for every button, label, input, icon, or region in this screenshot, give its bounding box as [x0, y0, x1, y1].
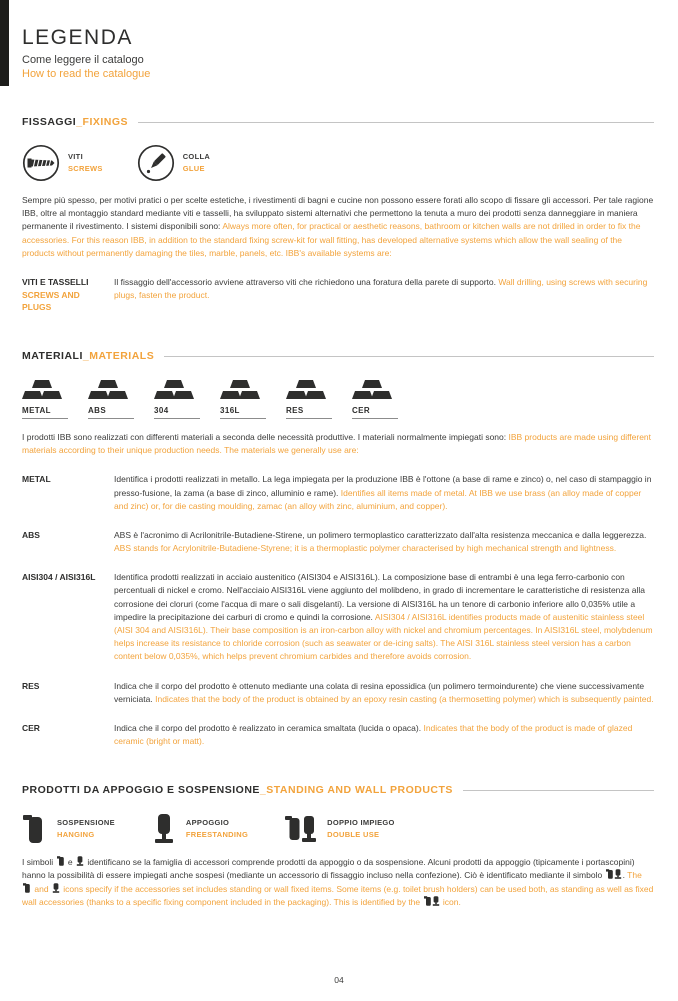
materials-intro-paragraph	[22, 431, 654, 457]
freestanding-label-italian: APPOGGIO	[185, 818, 230, 828]
material-definition-abs	[114, 529, 654, 555]
ingots-icon	[154, 378, 200, 402]
freestanding-icon-inline	[76, 856, 84, 866]
material-definition-res	[114, 680, 654, 706]
material-definition-row-metal	[22, 473, 654, 513]
glue-label-english: GLUE	[182, 164, 205, 173]
material-definition-row-res	[22, 680, 654, 706]
fixings-definition-english: Wall drilling, using screws with securing plugs, fasten the product.	[114, 276, 648, 301]
fixings-intro-english: Always more often, for practical or aesthetic reasons, bathroom or kitchen walls are not drilled in order to fix the accessories. For this reason IBB, in addition to the standard fixing screw-kit for wall fitting, has developed alternative systems which allow the wall sealing of the products without permanently damaging the tiles, marble, panels, etc. IBB's available systems are:	[22, 221, 641, 258]
hanging-labels	[57, 817, 115, 841]
metal-definition-english: Identifies all items made of metal. At IBB we use brass (an alloy made of copper and zinc) or, for die casting moulding, zamac (an alloy with zinc, aluminium, and copper).	[114, 487, 642, 511]
materials-intro-english: IBB products are made using different materials according to their unique production needs. The materials we generally use are:	[22, 432, 652, 456]
standing-heading-italian: PRODOTTI DA APPOGGIO E SOSPENSIONE	[22, 784, 260, 797]
corner-accent-bar	[0, 0, 9, 86]
fixings-intro-italian: Sempre più spesso, per motivi pratici o per scelte estetiche, i rivestimenti di bagni e cucine non possono essere forati allo scopo di fissare gli accessori. Per tale ragione IBB, oltre al montaggio standard mediante viti e tasselli, ha sviluppato sistemi alternativi che permettono la tenuta a muro dei prodotti senza danneggiare in maniera permanente il rivestimento. I sistemi disponibili sono:	[22, 195, 654, 232]
section-heading-fixings	[22, 116, 654, 128]
material-metal-label: METAL	[22, 406, 68, 419]
freestanding-icon	[151, 814, 177, 844]
double-use-label-italian: DOPPIO IMPIEGO	[327, 818, 395, 828]
standing-text-it-1: I simboli	[22, 857, 56, 868]
materials-icon-row	[22, 378, 654, 419]
cer-definition-italian: Indica che il corpo del prodotto è realizzato in ceramica smaltata (lucida o opaca).	[114, 722, 424, 733]
material-cer	[352, 378, 398, 419]
ingots-icon	[22, 378, 68, 402]
fixings-heading-english: _FIXINGS	[76, 116, 129, 128]
material-term-cer: CER	[22, 722, 40, 733]
double-use-icon	[284, 814, 318, 844]
standing-paragraph	[22, 856, 654, 909]
screw-icon	[22, 144, 60, 182]
materials-heading-italian: MATERIALI	[22, 350, 83, 363]
material-term-metal: METAL	[22, 474, 51, 485]
material-term-res: RES	[22, 680, 40, 691]
materials-intro-italian: I prodotti IBB sono realizzati con differenti materiali a seconda delle necessità produttive. I materiali normalmente impiegati sono:	[22, 432, 509, 443]
material-abs-label: ABS	[88, 406, 134, 419]
screws-label-italian: VITI	[68, 152, 83, 161]
double-use-label-english: DOUBLE USE	[327, 830, 380, 840]
glue-icon	[137, 144, 175, 182]
aisi-definition-english: AISI304 / AISI316L identifies products made of austenitic stainless steel (AISI 304 and AISI316L). Their base composition is an iron-carbon alloy with nickel and chromium percentages. In AISI316L steel, molybdenum helps increase its resistance to chloride corrosion (such as seawater or de-icing salts). The AISI 316L stainless steel version has a carbon content below 0,035%, which helps prevent chromium carbides and therefore avoids corrosion.	[114, 611, 653, 662]
screws-label-english: SCREWS	[68, 164, 103, 173]
material-metal	[22, 378, 68, 419]
res-definition-english: Indicates that the body of the product is obtained by an epoxy resin casting (a thermosetting polymer) which is subsequently painted.	[155, 693, 654, 704]
material-res-label: RES	[286, 406, 332, 419]
material-res	[286, 378, 332, 419]
section-heading-materials	[22, 350, 654, 362]
heading-rule	[463, 790, 654, 791]
page-footer	[0, 961, 678, 1001]
fixings-term	[22, 276, 114, 314]
res-definition-italian: Indica che il corpo del prodotto è ottenuto mediante una colata di resina epossidica (un polimero termoindurente) che viene successivamente verniciata.	[114, 680, 645, 704]
abs-definition-english: ABS stands for Acrylonitrile-Butadiene-Styrene; it is a thermoplastic polymer characterised by high mechanical strength and lightness.	[114, 543, 617, 554]
fixings-term-english: SCREWS AND PLUGS	[22, 289, 80, 313]
material-definition-cer	[114, 722, 654, 748]
material-cer-label: CER	[352, 406, 398, 419]
material-abs	[88, 378, 134, 419]
freestanding-icon-inline	[52, 883, 60, 893]
standing-icon-row	[22, 814, 654, 844]
material-304	[154, 378, 200, 419]
double-use-icon-inline	[606, 869, 622, 879]
fixings-definition-row	[22, 276, 654, 314]
fixings-icon-glue	[137, 144, 210, 182]
ingots-icon	[286, 378, 332, 402]
fixings-term-italian: VITI E TASSELLI	[22, 276, 89, 287]
hanging-label-english: HANGING	[57, 830, 95, 840]
page-number: 04	[334, 975, 344, 985]
ingots-icon	[220, 378, 266, 402]
glue-label-italian: COLLA	[182, 152, 211, 161]
hanging-icon	[22, 814, 48, 844]
material-term-aisi: AISI304 / AISI316L	[22, 572, 96, 583]
material-term-abs: ABS	[22, 529, 40, 540]
hanging-icon-inline	[57, 856, 65, 866]
material-definition-metal	[114, 473, 654, 513]
fixings-icon-row	[22, 144, 654, 182]
materials-heading-english: _MATERIALS	[82, 350, 155, 363]
heading-rule	[138, 122, 654, 123]
cer-definition-english: Indicates that the body of the product is made of glazed ceramic (bright or matt).	[114, 722, 633, 747]
hanging-icon-inline	[23, 883, 31, 893]
hanging-label-italian: SOSPENSIONE	[57, 818, 115, 828]
material-316l	[220, 378, 266, 419]
material-definition-row-cer	[22, 722, 654, 748]
standing-text-en-2: and	[32, 883, 51, 894]
standing-text-en-4: icon.	[440, 896, 461, 907]
fixings-definition	[114, 276, 654, 314]
standing-heading-english: _STANDING AND WALL PRODUCTS	[259, 784, 453, 797]
standing-text-it-4: .	[622, 870, 628, 881]
fixings-intro-paragraph	[22, 194, 654, 260]
fixings-definition-italian: Il fissaggio dell'accessorio avviene attraverso viti che richiedono una foratura della parete di supporto.	[114, 276, 499, 287]
material-304-label: 304	[154, 406, 200, 419]
fixings-icon-screws	[22, 144, 103, 182]
hanging-item	[22, 814, 115, 844]
section-heading-standing	[22, 784, 654, 796]
material-316l-label: 316L	[220, 406, 266, 419]
double-use-item	[284, 814, 395, 844]
screws-labels	[68, 151, 103, 175]
freestanding-label-english: FREESTANDING	[185, 830, 249, 840]
page-title: LEGENDA	[22, 26, 133, 49]
double-use-labels	[327, 817, 395, 841]
aisi-definition-italian: Identifica prodotti realizzati in acciaio austenitico (AISI304 e AISI316L). La composizione base di entrambi è una lega ferro-carbonio con percentuali di nickel e cromo. Nell'acciaio AISI316L viene aggiunto del molibdeno, in grado di incrementare le caratteristiche di resistenza alla corrosione dei cloruri (come l'acqua di mare o sali disgelanti). La versione di AISI316L ha un tenore di carbonio inferiore allo 0,035% utile a impedire la precipitazione dei carburi di cromo e quindi la corrosione.	[114, 572, 645, 622]
standing-text-en-3: icons specify if the accessories set includes standing or wall fixed items. Some items (e.g. toilet brush holders) can be used both, as standing as well as fixed wall accessories (thanks to a specific fixing component included in the packaging). This is identified by the	[22, 883, 654, 907]
ingots-icon	[88, 378, 134, 402]
material-definition-row-abs	[22, 529, 654, 555]
double-use-icon-inline	[424, 896, 440, 906]
standing-text-it-2: e	[65, 857, 75, 868]
page-subtitle-italian: Come leggere il catalogo	[22, 54, 144, 66]
page-subtitle-english: How to read the catalogue	[22, 68, 151, 80]
abs-definition-italian: ABS è l'acronimo di Acrilonitrile-Butadiene-Stirene, un polimero termoplastico caratterizzato dall'alta resistenza meccanica e dalla leggerezza.	[114, 529, 647, 540]
material-definition-row-aisi	[22, 571, 654, 663]
standing-text-it-3: identificano se la famiglia di accessori comprende prodotti da appoggio o da sospensione. Alcuni prodotti da appoggio (tipicamente i portascopini) hanno la possibilità di essere impiegati anche sospesi (mediante un accessorio di fissaggio incluso nella confezione). Ciò è identificato mediante il simbolo	[22, 857, 635, 881]
glue-labels	[183, 151, 210, 175]
metal-definition-italian: Identifica i prodotti realizzati in metallo. La lega impiegata per la produzione IBB è l'ottone (a base di rame e zinco) o, nel caso di stampaggio in presso-fusione, la zama (a base di zinco, alluminio e rame).	[114, 474, 652, 498]
material-definition-aisi	[114, 571, 654, 663]
ingots-icon	[352, 378, 398, 402]
fixings-heading-italian: FISSAGGI	[22, 116, 77, 128]
freestanding-item	[151, 814, 248, 844]
heading-rule	[164, 356, 654, 357]
freestanding-labels	[186, 817, 248, 841]
standing-text-en-1: The	[627, 870, 642, 881]
